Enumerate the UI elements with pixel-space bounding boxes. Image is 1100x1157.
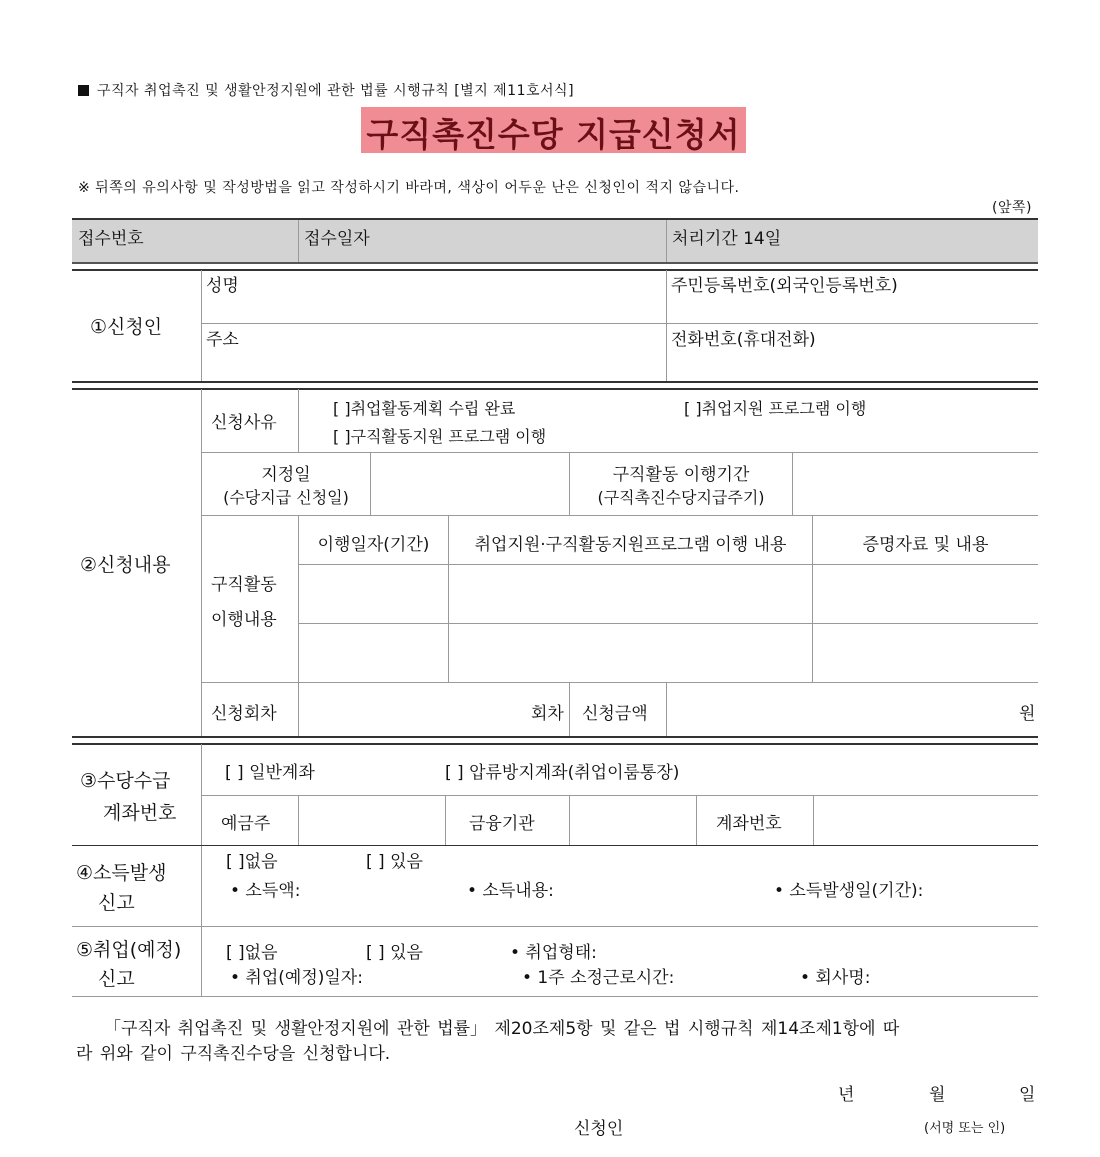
divider xyxy=(666,270,667,381)
divider xyxy=(299,564,1038,565)
black-square-icon xyxy=(78,85,89,96)
divider xyxy=(792,453,793,515)
date-month-label: 월 xyxy=(929,1085,946,1105)
reason-option-job-search-program[interactable]: [ ]구직활동지원 프로그램 이행 xyxy=(333,427,547,446)
divider xyxy=(201,389,202,736)
activity-program-cell[interactable] xyxy=(450,625,810,680)
divider xyxy=(666,683,667,736)
round-label: 신청회차 xyxy=(211,704,277,724)
divider xyxy=(666,220,667,262)
divider xyxy=(72,743,1038,745)
divider xyxy=(569,683,570,736)
account-option-protected[interactable]: [ ] 압류방지계좌(취업이룸통장) xyxy=(445,763,680,783)
name-label: 성명 xyxy=(206,276,239,296)
income-date-field[interactable]: • 소득발생일(기간): xyxy=(774,881,924,901)
activity-period-sublabel: (구직촉진수당지급주기) xyxy=(597,488,765,507)
activity-label-line2: 이행내용 xyxy=(211,610,277,630)
section3-label-line2: 계좌번호 xyxy=(103,802,177,824)
section1-label: ①신청인 xyxy=(90,316,163,338)
section5-label-line2: 신고 xyxy=(98,968,135,990)
section4-label-line2: 신고 xyxy=(98,892,135,914)
income-option-yes[interactable]: [ ] 있음 xyxy=(366,852,423,872)
income-description-field[interactable]: • 소득내용: xyxy=(467,881,554,901)
regulation-reference xyxy=(78,80,574,100)
applicant-label: 신청인 xyxy=(574,1119,624,1139)
signature-hint: (서명 또는 인) xyxy=(924,1121,1006,1136)
receipt-number-label: 접수번호 xyxy=(78,229,144,249)
reason-label: 신청사유 xyxy=(211,413,277,433)
column-header-program: 취업지원·구직활동지원프로그램 이행 내용 xyxy=(474,535,787,555)
divider xyxy=(445,796,446,845)
holder-field[interactable] xyxy=(301,800,441,840)
divider xyxy=(202,682,1038,683)
divider xyxy=(202,452,1038,453)
divider xyxy=(370,453,371,515)
bank-field[interactable] xyxy=(572,800,692,840)
regulation-reference-text: 구직자 취업촉진 및 생활안정지원에 관한 법률 시행규칙 [별지 제11호서식] xyxy=(97,83,575,99)
name-field[interactable] xyxy=(206,296,661,320)
divider xyxy=(72,845,1038,846)
resident-number-field[interactable] xyxy=(671,296,1033,320)
section2-label: ②신청내용 xyxy=(80,554,171,576)
activity-date-cell[interactable] xyxy=(300,625,446,680)
employment-option-none[interactable]: [ ]없음 xyxy=(226,943,278,963)
bank-label: 금융기관 xyxy=(469,814,535,834)
notice-text: ※ 뒤쪽의 유의사항 및 작성방법을 읽고 작성하시기 바라며, 색상이 어두운 난은 신청인이 적지 않습니다. xyxy=(78,180,740,196)
phone-field[interactable] xyxy=(671,350,1033,376)
account-number-label: 계좌번호 xyxy=(716,814,782,834)
divider xyxy=(72,996,1038,997)
divider xyxy=(72,381,1038,383)
date-year-label: 년 xyxy=(838,1085,855,1105)
divider xyxy=(72,262,1038,264)
declaration-line1: 「구직자 취업촉진 및 생활안정지원에 관한 법률」 제20조제5항 및 같은 법 시행규칙 제14조제1항에 따 xyxy=(104,1019,900,1039)
income-option-none[interactable]: [ ]없음 xyxy=(226,852,278,872)
divider xyxy=(813,796,814,845)
company-name-field[interactable]: • 회사명: xyxy=(800,968,871,988)
processing-period-label: 처리기간 14일 xyxy=(672,229,782,249)
column-header-evidence: 증명자료 및 내용 xyxy=(862,535,989,555)
divider xyxy=(298,796,299,845)
activity-evidence-cell[interactable] xyxy=(814,566,1036,621)
activity-date-cell[interactable] xyxy=(300,566,446,621)
divider xyxy=(72,218,1038,220)
divider xyxy=(202,515,1038,516)
divider xyxy=(201,270,202,381)
section3-label-line1: ③수당수급 xyxy=(80,770,171,792)
divider xyxy=(298,389,299,452)
divider xyxy=(569,796,570,845)
round-unit: 회차 xyxy=(531,704,564,724)
divider xyxy=(72,388,1038,390)
amount-unit: 원 xyxy=(1019,704,1036,724)
divider xyxy=(72,926,1038,927)
holder-label: 예금주 xyxy=(221,814,271,834)
income-amount-field[interactable]: • 소득액: xyxy=(230,881,301,901)
activity-evidence-cell[interactable] xyxy=(814,625,1036,680)
divider xyxy=(201,744,202,996)
address-field[interactable] xyxy=(206,350,661,376)
address-label: 주소 xyxy=(206,330,239,350)
round-field[interactable] xyxy=(302,690,522,730)
designated-date-field[interactable] xyxy=(374,458,564,510)
page-side-label: (앞쪽) xyxy=(992,200,1032,216)
column-header-date: 이행일자(기간) xyxy=(317,535,430,555)
activity-program-cell[interactable] xyxy=(450,566,810,621)
designated-date-label: 지정일 xyxy=(261,465,311,485)
resident-number-label: 주민등록번호(외국인등록번호) xyxy=(671,276,898,296)
employment-option-yes[interactable]: [ ] 있음 xyxy=(366,943,423,963)
section4-label-line1: ④소득발생 xyxy=(76,862,167,884)
account-option-general[interactable]: [ ] 일반계좌 xyxy=(225,763,315,783)
phone-label: 전화번호(휴대전화) xyxy=(671,330,816,350)
signature-field[interactable] xyxy=(660,1110,910,1138)
divider xyxy=(696,796,697,845)
section5-label-line1: ⑤취업(예정) xyxy=(76,939,182,961)
office-use-row xyxy=(72,219,1038,262)
activity-period-label: 구직활동 이행기간 xyxy=(612,465,750,485)
divider xyxy=(202,323,1038,324)
page-title: 구직촉진수당 지급신청서 xyxy=(366,115,741,154)
date-day-label: 일 xyxy=(1019,1085,1036,1105)
divider xyxy=(299,623,1038,624)
divider xyxy=(202,795,1038,796)
declaration-line2: 라 위와 같이 구직촉진수당을 신청합니다. xyxy=(76,1044,391,1064)
reason-option-plan-complete[interactable]: [ ]취업활동계획 수립 완료 xyxy=(333,399,516,418)
amount-label: 신청금액 xyxy=(582,704,648,724)
weekly-hours-field[interactable]: • 1주 소정근로시간: xyxy=(522,968,675,988)
amount-field[interactable] xyxy=(670,690,1010,730)
employment-date-field[interactable]: • 취업(예정)일자: xyxy=(230,968,363,988)
divider xyxy=(72,736,1038,738)
receipt-date-label: 접수일자 xyxy=(304,229,370,249)
employment-type-field[interactable]: • 취업형태: xyxy=(510,943,597,963)
activity-period-field[interactable] xyxy=(797,458,1033,510)
designated-date-sublabel: (수당지급 신청일) xyxy=(223,488,349,507)
account-number-field[interactable] xyxy=(816,800,1034,840)
divider xyxy=(298,220,299,262)
reason-option-employment-program[interactable]: [ ]취업지원 프로그램 이행 xyxy=(684,399,867,418)
activity-label-line1: 구직활동 xyxy=(211,575,277,595)
